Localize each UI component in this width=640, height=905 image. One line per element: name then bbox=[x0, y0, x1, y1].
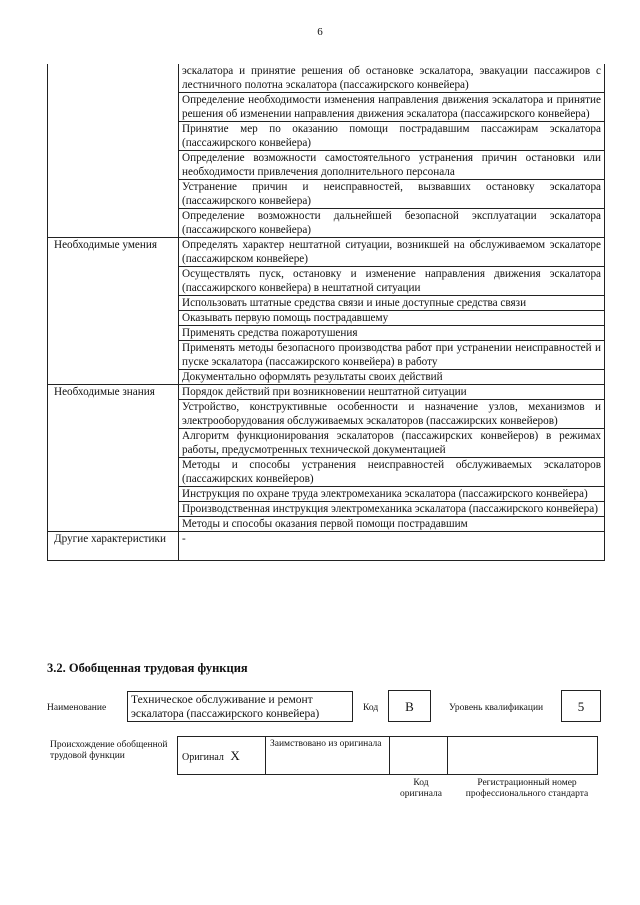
list-item: Устранение причин и неисправностей, вызвавших остановку эскалатора (пассажирского конвейера) bbox=[179, 180, 605, 209]
list-item: Устройство, конструктивные особенности и назначение узлов, механизмов и электрооборудования обслуживаемых эскалаторов (пассажирских конвейеров) bbox=[179, 400, 605, 429]
origin-label: Происхождение обобщенной трудовой функции bbox=[50, 740, 168, 761]
code-label: Код bbox=[363, 703, 379, 713]
list-item: Методы и способы оказания первой помощи пострадавшим bbox=[179, 517, 605, 532]
list-item: Осуществлять пуск, остановку и изменение направления движения эскалатора (пассажирского конвейера) в нештатной ситуации bbox=[179, 267, 605, 296]
list-item: Методы и способы устранения неисправностей обслуживаемых эскалаторов (пассажирских конвейеров) bbox=[179, 458, 605, 487]
original-label: Оригинал bbox=[182, 751, 224, 763]
row-label: Другие характеристики bbox=[48, 532, 179, 561]
row-label bbox=[48, 64, 179, 238]
origin-reg-cell bbox=[448, 737, 598, 775]
list-item: эскалатора и принятие решения об остановке эскалатора, эвакуации пассажиров с лестничного полотна эскалатора (пассажирского конвейера) bbox=[179, 64, 605, 93]
list-item: - bbox=[179, 532, 605, 561]
list-item: Определение необходимости изменения направления движения эскалатора и принятие решения об изменении направления движения эскалатора (пассажирского конвейера) bbox=[179, 93, 605, 122]
row-label: Необходимые умения bbox=[48, 238, 179, 385]
list-item: Алгоритм функционирования эскалаторов (пассажирских конвейеров) в режимах работы, предусмотренных технической документацией bbox=[179, 429, 605, 458]
table-row bbox=[48, 385, 605, 400]
list-item: Определять характер нештатной ситуации, возникшей на обслуживаемом эскалаторе (пассажирском конвейере) bbox=[179, 238, 605, 267]
list-item: Определение возможности самостоятельного устранения причин остановки или необходимости привлечения дополнительного персонала bbox=[179, 151, 605, 180]
level-value: 5 bbox=[561, 690, 601, 722]
origin-original-cell bbox=[178, 737, 266, 775]
list-item: Применять методы безопасного производства работ при устранении неисправностей и пуске эскалатора (пассажирского конвейера) в работу bbox=[179, 341, 605, 370]
table-row bbox=[48, 64, 605, 93]
name-value: Техническое обслуживание и ремонт эскалатора (пассажирского конвейера) bbox=[127, 691, 353, 722]
code-value: B bbox=[388, 690, 431, 722]
list-item: Применять средства пожаротушения bbox=[179, 326, 605, 341]
borrowed-label: Заимствовано из оригинала bbox=[266, 737, 390, 775]
list-item: Определение возможности дальнейшей безопасной эксплуатации эскалатора (пассажирского конвейера) bbox=[179, 209, 605, 238]
page-number: 6 bbox=[317, 26, 323, 38]
list-item: Оказывать первую помощь пострадавшему bbox=[179, 311, 605, 326]
caption-reg: Регистрационный номер профессионального стандарта bbox=[465, 778, 589, 799]
original-mark: X bbox=[230, 747, 240, 763]
functions-table bbox=[47, 64, 605, 561]
list-item: Документально оформлять результаты своих действий bbox=[179, 370, 605, 385]
caption-code: Код оригинала bbox=[400, 778, 442, 799]
section-title: 3.2. Обобщенная трудовая функция bbox=[47, 661, 248, 675]
table-row bbox=[48, 532, 605, 561]
origin-table bbox=[177, 736, 598, 775]
list-item: Принятие мер по оказанию помощи пострадавшим пассажирам эскалатора (пассажирского конвейера) bbox=[179, 122, 605, 151]
function-header bbox=[47, 688, 607, 728]
name-label: Наименование bbox=[47, 703, 107, 713]
row-label: Необходимые знания bbox=[48, 385, 179, 532]
list-item: Использовать штатные средства связи и иные доступные средства связи bbox=[179, 296, 605, 311]
level-label: Уровень квалификации bbox=[449, 703, 544, 713]
origin-code-cell bbox=[390, 737, 448, 775]
list-item: Производственная инструкция электромеханика эскалатора (пассажирского конвейера) bbox=[179, 502, 605, 517]
list-item: Инструкция по охране труда электромеханика эскалатора (пассажирского конвейера) bbox=[179, 487, 605, 502]
list-item: Порядок действий при возникновении нештатной ситуации bbox=[179, 385, 605, 400]
table-row bbox=[48, 238, 605, 267]
